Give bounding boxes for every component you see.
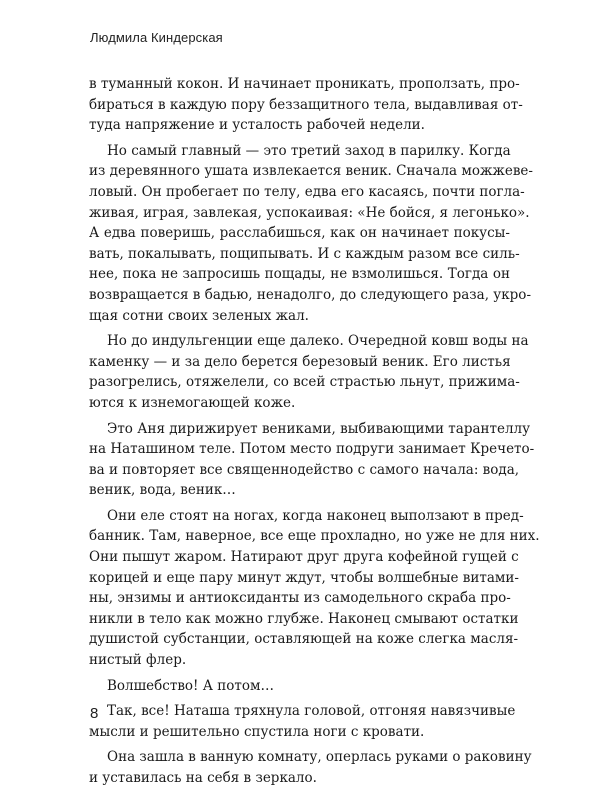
text-line: живая, играя, завлекая, успокаивая: «Не бойся, я легонько». [89, 204, 530, 221]
text-line: ва и повторяет все священнодейство с самого начала: вода, [89, 461, 520, 478]
text-line: А едва поверишь, расслабишься, как он начинает покусы- [89, 225, 510, 242]
text-line: ны, энзимы и антиоксиданты из самодельного скраба про- [89, 590, 511, 607]
text-line: Но до индульгенции еще далеко. Очередной ковш воды на [107, 333, 529, 350]
text-line: Они еле стоят на ногах, когда наконец выползают в пред- [107, 507, 524, 524]
text-line: Так, все! Наташа тряхнула головой, отгоняя навязчивые [107, 703, 516, 720]
text-line: Это Аня дирижирует вениками, выбивающими тарантеллу [107, 420, 531, 437]
text-line: никли в тело как можно глубже. Наконец смывают остатки [89, 610, 519, 627]
text-line: веник, вода, веник… [89, 482, 236, 499]
page-number: 8 [90, 705, 99, 722]
text-line: мысли и решительно спустила ноги с кровати. [89, 723, 425, 740]
text-line: Волшебство! А потом… [107, 677, 275, 694]
text-line: на Наташином теле. Потом место подруги занимает Кречето- [89, 441, 535, 458]
text-line: корицей и еще пару минут ждут, чтобы волшебные витами- [89, 569, 519, 586]
body-text [89, 74, 540, 789]
text-line: каменку — и за дело берется березовый веник. Его листья [89, 353, 511, 370]
text-line: Они пышут жаром. Натирают друг друга кофейной гущей с [89, 549, 519, 566]
text-line: вать, покалывать, пощипывать. И с каждым разом все силь- [89, 245, 520, 262]
text-line: Она зашла в ванную комнату, оперлась руками о раковину [107, 749, 532, 766]
running-head-author: Людмила Киндерская [90, 30, 223, 45]
text-line: из деревянного ушата извлекается веник. Сначала можжеве- [89, 163, 533, 180]
text-line: банник. Там, наверное, все еще прохладно, но уже не для них. [89, 528, 540, 545]
text-line: и уставилась на себя в зеркало. [89, 770, 317, 786]
text-line: щая сотни своих зеленых жал. [89, 307, 309, 324]
text-line: Но самый главный — это третий заход в парилку. Когда [107, 142, 511, 159]
text-line: бираться в каждую пору беззащитного тела, выдавливая от- [89, 96, 523, 113]
text-line: в туманный кокон. И начинает проникать, проползать, про- [89, 76, 520, 92]
text-line: возвращается в бадью, ненадолго, до следующего раза, укро- [89, 286, 531, 303]
text-line: ловый. Он пробегает по телу, едва его касаясь, почти погла- [89, 183, 525, 200]
text-line: ются к изнемогающей коже. [89, 394, 296, 411]
text-line: нее, пока не запросишь пощады, не взмолишься. Тогда он [89, 266, 510, 283]
text-line: душистой субстанции, оставляющей на коже слегка масля- [89, 631, 519, 648]
text-line: разогрелись, отяжелели, со всей страстью льнут, прижима- [89, 374, 520, 391]
text-line: туда напряжение и усталость рабочей недели. [89, 117, 425, 134]
text-line: нистый флер. [89, 652, 187, 669]
